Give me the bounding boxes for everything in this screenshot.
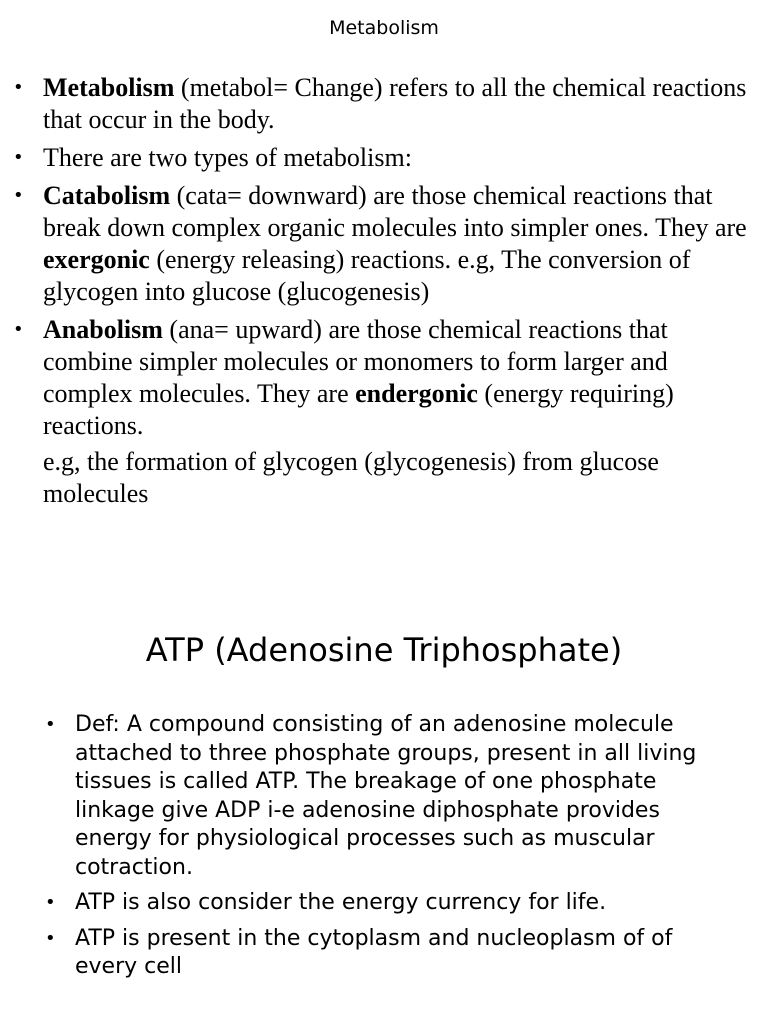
bullet-list — [0, 711, 768, 989]
item-text: (energy requiring) reactions. — [43, 379, 674, 440]
item-text: Def: A compound consisting of an adenosine molecule attached to three phosphate groups, present in all living tissues is called ATP. The breakage of one phosphate linkage give ADP i-e adenosine diphosphate provides energy for physiological processes such as muscular cotraction. — [75, 712, 697, 880]
bullet-icon: • — [13, 185, 24, 206]
bullet-icon: • — [13, 319, 24, 340]
slide-title: Metabolism — [329, 17, 439, 39]
list-item-anabolism — [0, 314, 768, 442]
item-text: ATP is present in the cytoplasm and nucleoplasm of of every cell — [75, 925, 673, 979]
list-item-types — [0, 142, 768, 174]
item-text: (cata= downward) are those chemical reactions that break down complex organic molecules into simpler ones. They are — [43, 181, 747, 242]
item-text: ATP is also consider the energy currency for life. — [75, 890, 607, 915]
list-item-metabolism — [0, 72, 768, 136]
bullet-icon: • — [45, 927, 56, 949]
item-text: There are two types of metabolism: — [43, 143, 412, 172]
term-metabolism: Metabolism — [43, 73, 175, 102]
item-text: (energy releasing) reactions. e.g, The conversion of glycogen into glucose (glucogenesis) — [43, 245, 691, 306]
item-text: e.g, the formation of glycogen (glycogenesis) from glucose molecules — [43, 447, 659, 508]
bullet-icon: • — [13, 77, 24, 98]
term-anabolism: Anabolism — [43, 315, 163, 344]
bullet-icon: • — [13, 147, 24, 168]
bullet-list — [0, 72, 768, 516]
bullet-icon: • — [45, 892, 56, 913]
list-item-example — [0, 446, 768, 510]
list-item-catabolism — [0, 180, 768, 308]
item-text: (ana= upward) are those chemical reactions that combine simpler molecules or monomers to form larger and complex molecules. They are — [43, 315, 668, 408]
term-endergonic: endergonic — [355, 379, 478, 408]
term-catabolism: Catabolism — [43, 181, 171, 210]
slide-title: ATP (Adenosine Triphosphate) — [145, 631, 623, 669]
list-item-definition — [0, 711, 768, 882]
bullet-icon: • — [45, 714, 56, 735]
list-item-currency — [0, 889, 768, 918]
item-text: (metabol= Change) refers to all the chemical reactions that occur in the body. — [43, 73, 747, 134]
slide-atp — [0, 540, 768, 1024]
list-item-location — [0, 925, 768, 982]
term-exergonic: exergonic — [43, 245, 150, 274]
